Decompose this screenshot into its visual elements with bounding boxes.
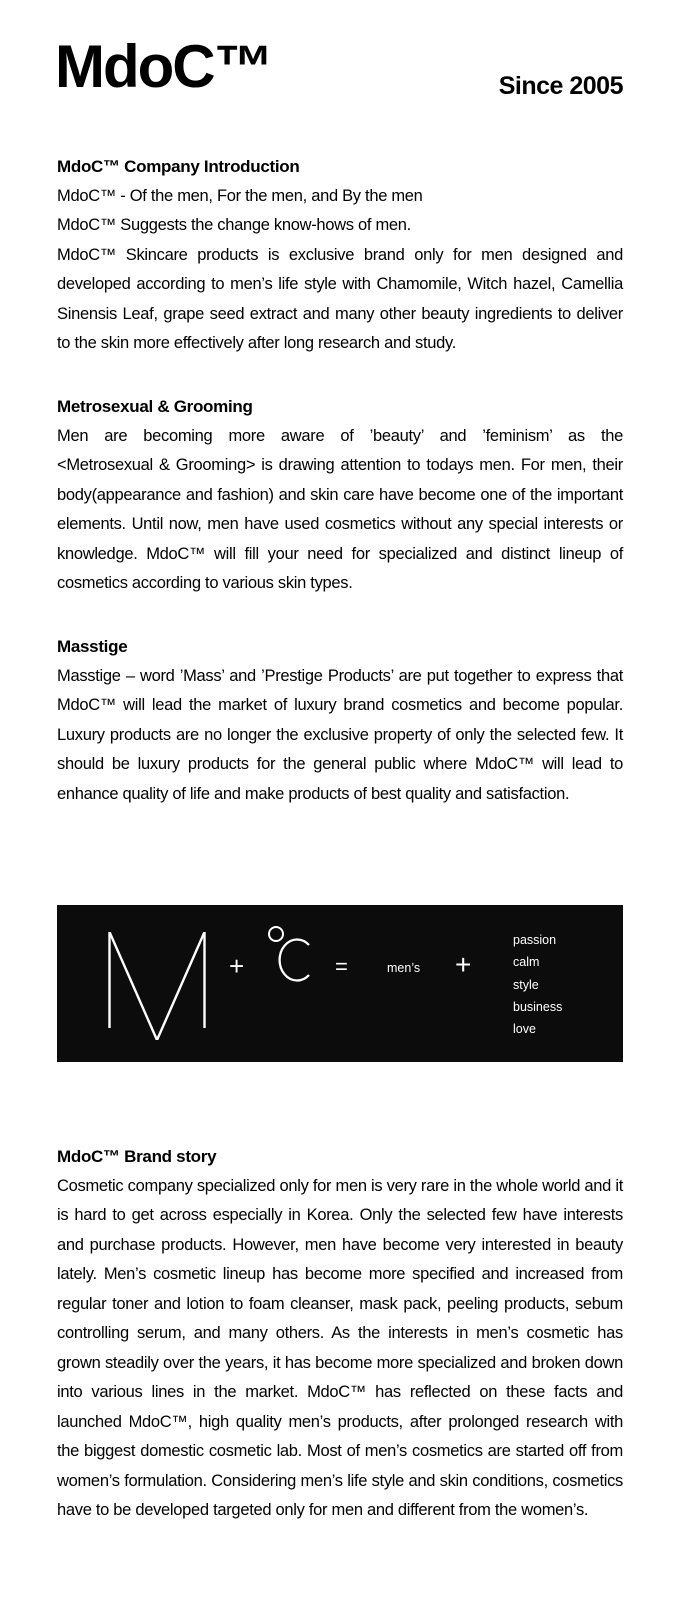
metrosexual-paragraph: <Metrosexual & Grooming> is drawing attention to todays men. For men, their body(appearance and fashion) and skin care have become one of the important elements. Until now, men have used cosmetics without any special interests or knowledge. MdoC™ will fill your need for specialized and distinct lineup of cosmetics according to various skin types. xyxy=(57,456,623,592)
section-metrosexual-grooming xyxy=(57,392,623,599)
since-label: Since 2005 xyxy=(498,72,623,100)
brand-word-calm: calm xyxy=(513,955,540,970)
intro-line-1: MdoC™ - Of the men, For the men, and By the men xyxy=(57,186,423,205)
company-introduction-heading: MdoC™ Company Introduction xyxy=(57,157,300,176)
metrosexual-lead-line: Men are becoming more aware of ’beauty’ and ’feminism’ as the xyxy=(57,426,623,445)
plus-icon-2: + xyxy=(455,949,472,980)
mens-label: men’s xyxy=(387,961,421,975)
brand-words-list xyxy=(513,929,562,1040)
masstige-heading: Masstige xyxy=(57,637,128,656)
intro-line-2: MdoC™ Suggests the change know-hows of men. xyxy=(57,216,411,234)
plus-icon: + xyxy=(229,951,245,981)
section-masstige xyxy=(57,632,623,809)
section-company-introduction xyxy=(57,152,623,359)
section-brand-story xyxy=(57,1142,623,1526)
brand-story-heading: MdoC™ Brand story xyxy=(57,1147,217,1166)
brand-formula-banner xyxy=(57,905,623,1062)
intro-paragraph: MdoC™ Skincare products is exclusive brand only for men designed and developed according to men’s life style with Chamomile, Witch hazel, Camellia Sinensis Leaf, grape seed extract and many other beauty ingredients to deliver to the skin more effectively after long research and study. xyxy=(57,245,623,352)
m-letter-icon xyxy=(107,932,207,1040)
brand-logo: MdoC™ xyxy=(55,33,272,100)
brand-word-passion: passion xyxy=(513,933,557,947)
brand-story-paragraph: Cosmetic company specialized only for men is very rare in the whole world and it is hard to get across especially in Korea. Only the selected few have interests and purchase products. However, men have become very interested in beauty lately. Men’s cosmetic lineup has become more specified and increased from regular toner and lotion to foam cleanser, mask pack, peeling products, sebum controlling serum, and many others. As the interests in men’s cosmetic has grown steadily over the years, it has become more specialized and broken down into various lines in the market. MdoC™ has reflected on these facts and launched MdoC™, high quality men’s products, after prolonged research with the biggest domestic cosmetic lab. Most of men’s cosmetics are started off from women’s formulation. Considering men’s life style and skin conditions, cosmetics have to be developed targeted only for men and different from the women’s. xyxy=(57,1176,623,1519)
equals-icon: = xyxy=(335,954,348,979)
brand-word-style: style xyxy=(513,977,539,992)
brand-word-love: love xyxy=(513,1022,536,1037)
metrosexual-heading: Metrosexual & Grooming xyxy=(57,397,253,416)
brand-word-business: business xyxy=(513,999,563,1014)
degree-celsius-icon xyxy=(265,925,313,983)
masstige-paragraph: Masstige – word ’Mass’ and ’Prestige Products’ are put together to express that MdoC™ will lead the market of luxury brand cosmetics and become popular. Luxury products are no longer the exclusive property of only the selected few. It should be luxury products for the general public where MdoC™ will lead to enhance quality of life and make products of best quality and satisfaction. xyxy=(57,666,623,803)
